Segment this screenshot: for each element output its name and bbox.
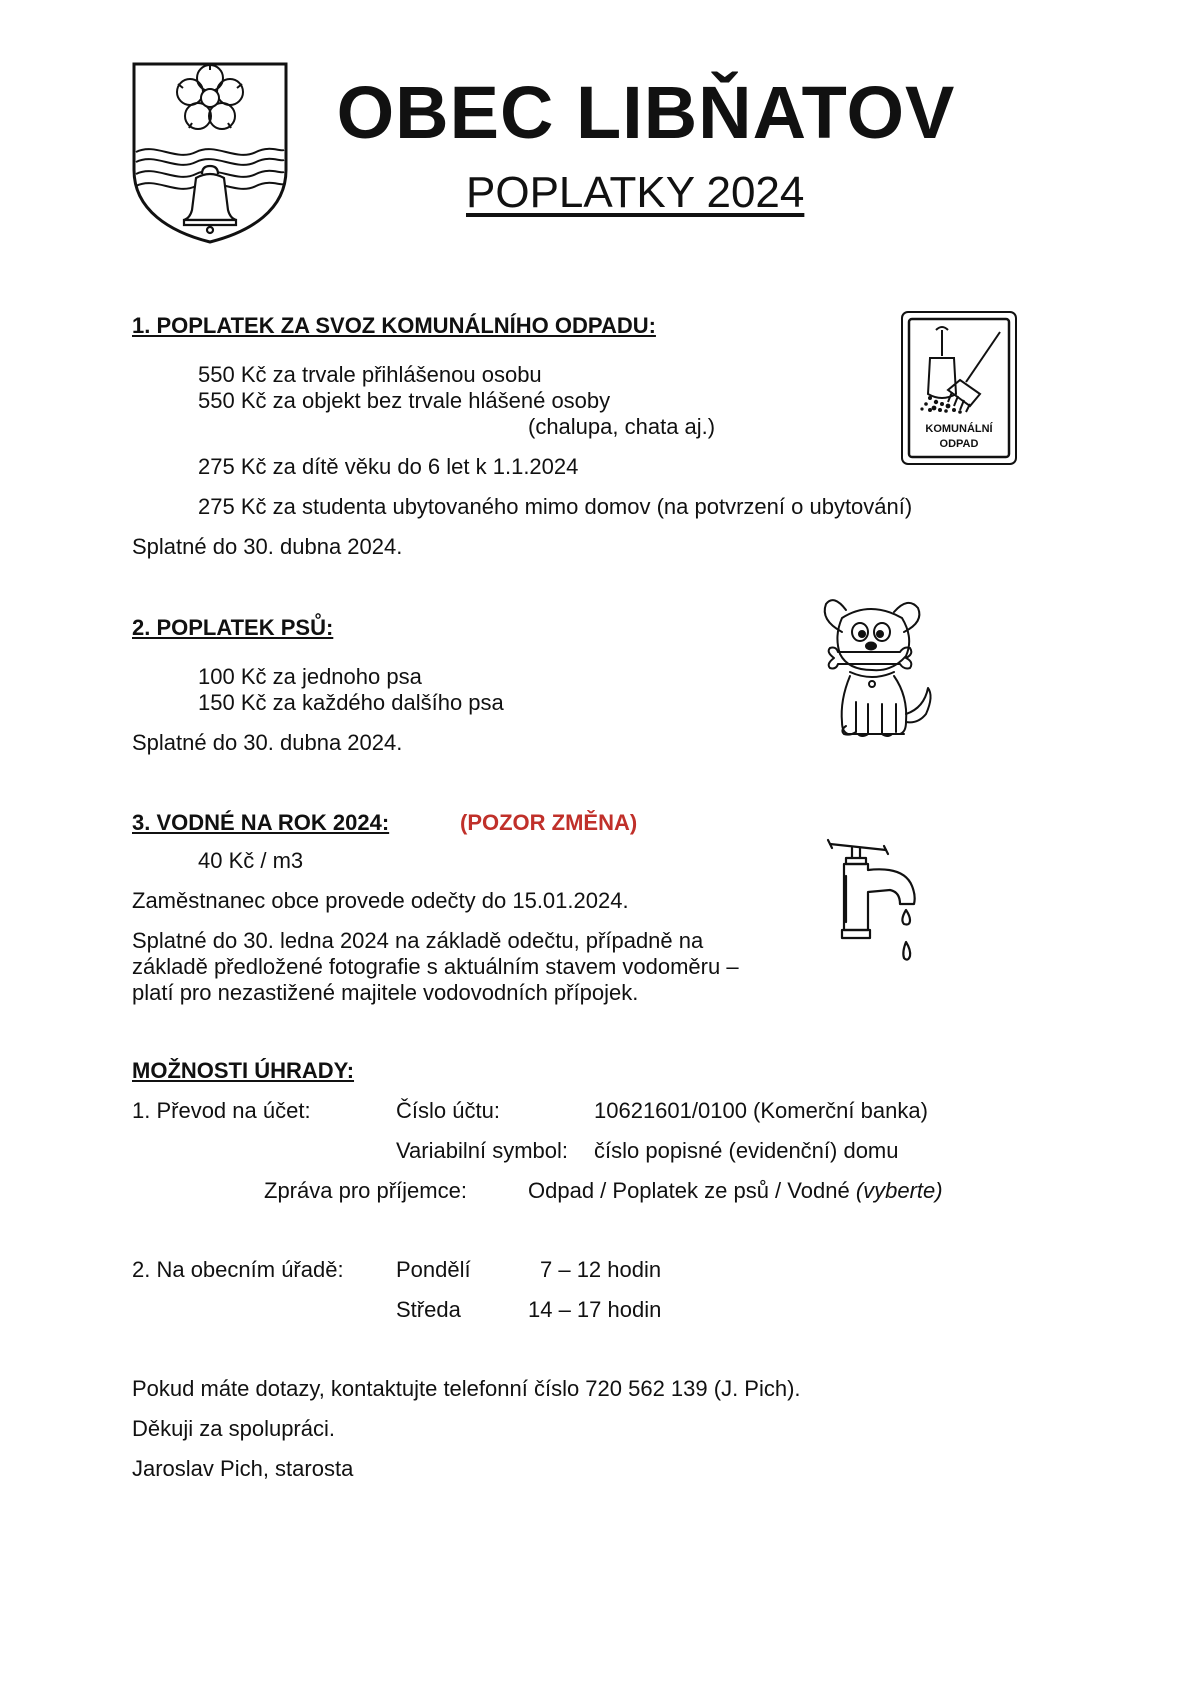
water-rate: 40 Kč / m3 [198, 848, 304, 873]
account-number-value: 10621601/0100 (Komerční banka) [594, 1098, 928, 1123]
dog-icon [812, 592, 942, 742]
section-water-heading: 3. VODNÉ NA ROK 2024: [132, 810, 390, 835]
page-subtitle: POPLATKY 2024 [466, 168, 805, 217]
coat-of-arms-emblem [130, 60, 290, 245]
variable-symbol-label: Variabilní symbol: [396, 1138, 568, 1163]
payment-transfer-label: 1. Převod na účet: [132, 1098, 311, 1123]
recipient-message-hint: (vyberte) [855, 1178, 943, 1203]
recipient-message-value [528, 1178, 943, 1204]
water-change-notice: (POZOR ZMĚNA) [460, 810, 638, 835]
dog-fee-first: 100 Kč za jednoho psa [198, 664, 422, 689]
payment-heading: MOŽNOSTI ÚHRADY: [132, 1058, 355, 1083]
waste-fee-child: 275 Kč za dítě věku do 6 let k 1.1.2024 [198, 454, 579, 479]
waste-fee-resident: 550 Kč za trvale přihlášenou osobu [198, 362, 542, 387]
dog-fee-additional: 150 Kč za každého dalšího psa [198, 690, 504, 715]
waste-sign-icon [900, 310, 1018, 466]
waste-fee-student: 275 Kč za studenta ubytovaného mimo domov (na potvrzení o ubytování) [198, 494, 913, 519]
waste-sign-label-1: KOMUNÁLNÍ [925, 423, 993, 435]
water-due-line-3: platí pro nezastižené majitele vodovodních přípojek. [132, 980, 639, 1005]
water-due-line-2: základě předložené fotografie s aktuálním stavem vodoměru – [132, 954, 739, 979]
office-day-monday: Pondělí [396, 1257, 471, 1282]
water-due-line-1: Splatné do 30. ledna 2024 na základě odečtu, případně na [132, 928, 704, 953]
account-number-label: Číslo účtu: [396, 1098, 500, 1123]
office-hours-wednesday: 14 – 17 hodin [528, 1297, 662, 1322]
water-tap-icon [824, 836, 928, 968]
waste-fee-property-note: (chalupa, chata aj.) [528, 414, 716, 439]
waste-fee-property: 550 Kč za objekt bez trvale hlášené osoby [198, 388, 611, 413]
office-day-wednesday: Středa [396, 1297, 461, 1322]
signature: Jaroslav Pich, starosta [132, 1456, 354, 1481]
page-title: OBEC LIBŇATOV [336, 71, 956, 154]
section-waste-heading: 1. POPLATEK ZA SVOZ KOMUNÁLNÍHO ODPADU: [132, 313, 656, 338]
waste-sign-label-2: ODPAD [939, 438, 979, 450]
recipient-message-options: Odpad / Poplatek ze psů / Vodné [528, 1178, 850, 1203]
thanks-note: Děkuji za spolupráci. [132, 1416, 335, 1441]
office-payment-label: 2. Na obecním úřadě: [132, 1257, 344, 1282]
recipient-message-label: Zpráva pro příjemce: [264, 1178, 467, 1203]
variable-symbol-value: číslo popisné (evidenční) domu [594, 1138, 899, 1163]
waste-due-date: Splatné do 30. dubna 2024. [132, 534, 403, 559]
office-hours-monday: 7 – 12 hodin [540, 1257, 662, 1282]
contact-note: Pokud máte dotazy, kontaktujte telefonní číslo 720 562 139 (J. Pich). [132, 1376, 801, 1401]
dog-due-date: Splatné do 30. dubna 2024. [132, 730, 403, 755]
water-reading-date: Zaměstnanec obce provede odečty do 15.01.2024. [132, 888, 629, 913]
section-dog-heading: 2. POPLATEK PSŮ: [132, 615, 334, 640]
